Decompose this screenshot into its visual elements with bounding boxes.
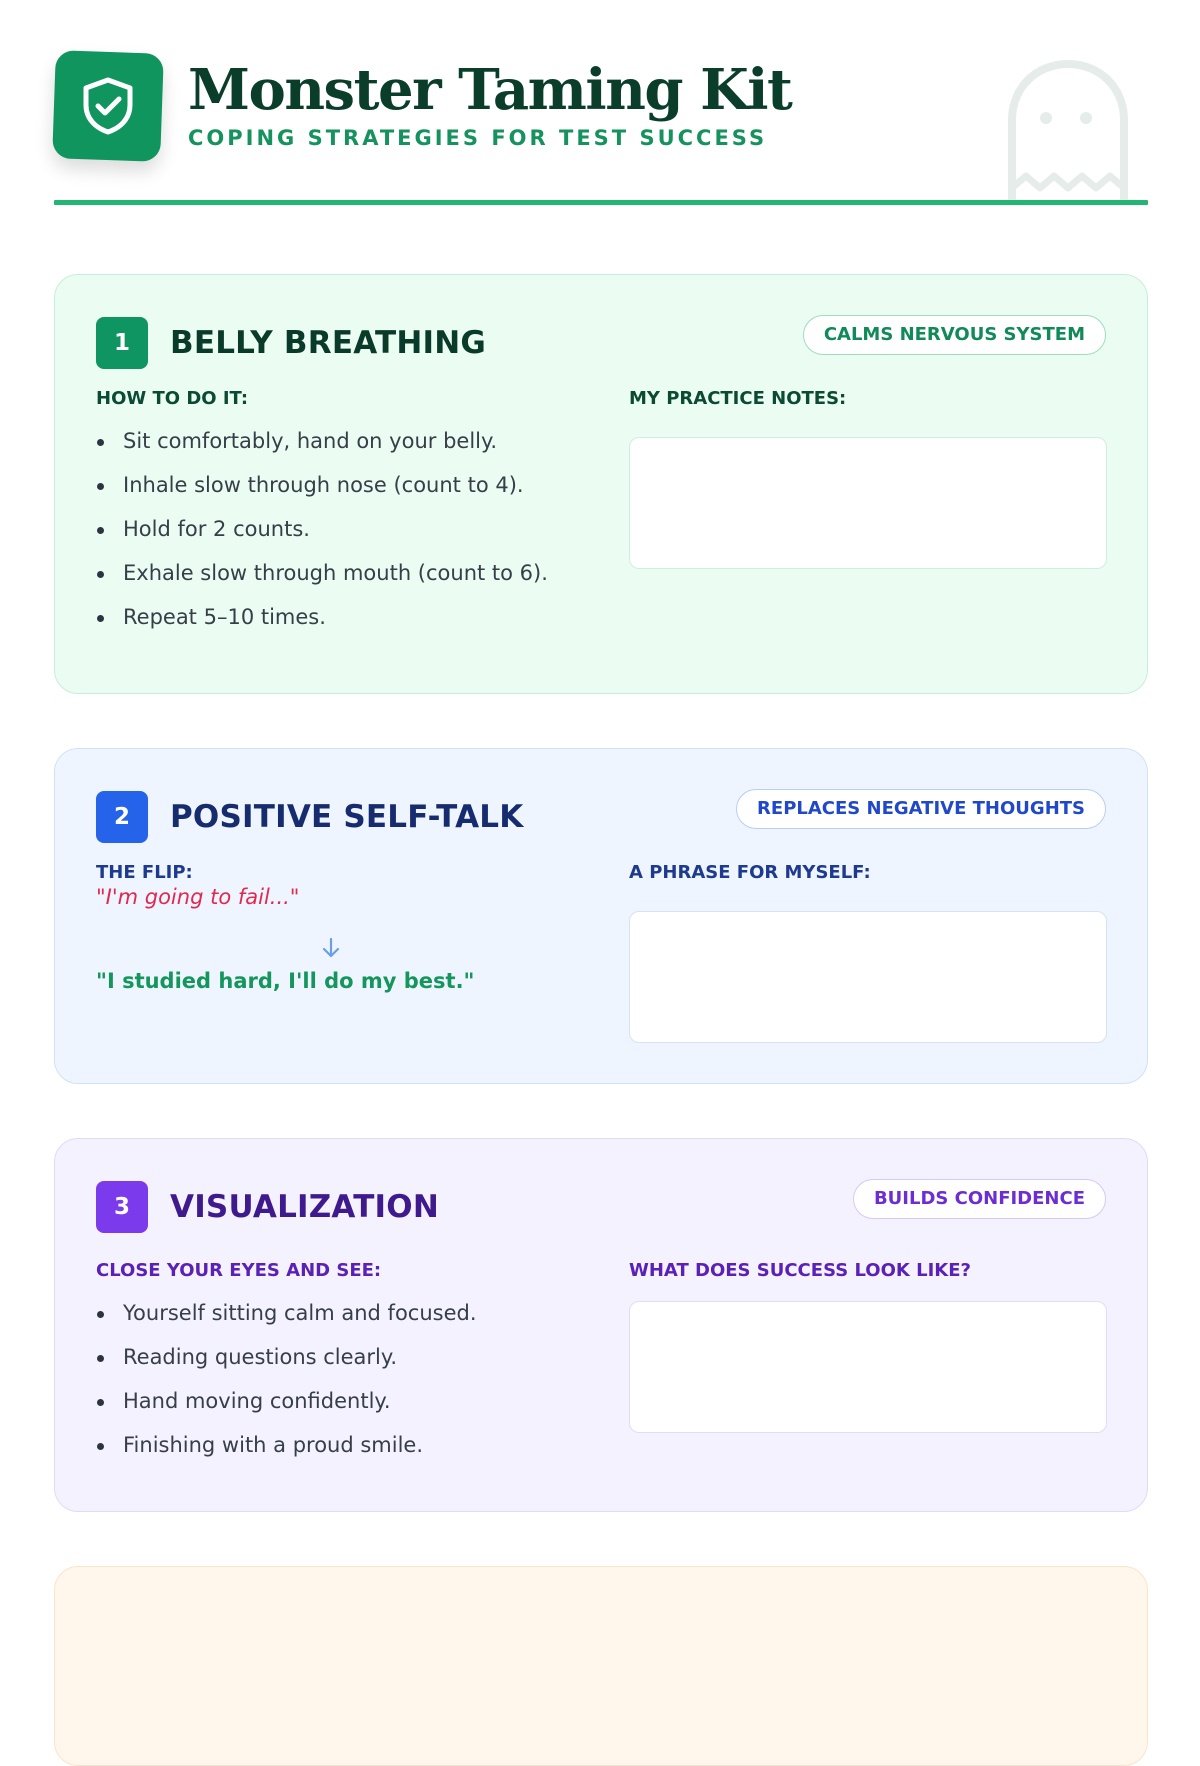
shield-check-icon — [79, 75, 137, 137]
list-item: Repeat 5–10 times. — [96, 603, 548, 631]
positive-thought: "I studied hard, I'll do my best." — [96, 969, 475, 993]
card-title: POSITIVE SELF-TALK — [170, 799, 524, 835]
arrow-down-icon — [321, 937, 341, 959]
notes-label: MY PRACTICE NOTES: — [629, 388, 847, 409]
list-item: Hold for 2 counts. — [96, 515, 548, 543]
list-item: Reading questions clearly. — [96, 1343, 477, 1371]
ghost-icon — [1008, 60, 1128, 204]
strategy-card-positive-self-talk — [54, 748, 1148, 1084]
card-title: VISUALIZATION — [170, 1189, 439, 1225]
flip-label: THE FLIP: — [96, 862, 193, 883]
step-number-badge: 2 — [96, 791, 148, 843]
logo-badge — [52, 50, 164, 162]
strategy-card-belly-breathing — [54, 274, 1148, 694]
benefit-tag: REPLACES NEGATIVE THOUGHTS — [736, 789, 1106, 829]
page-subtitle: COPING STRATEGIES FOR TEST SUCCESS — [188, 126, 768, 150]
card-title: BELLY BREATHING — [170, 325, 486, 361]
list-item: Finishing with a proud smile. — [96, 1431, 477, 1459]
list-item: Inhale slow through nose (count to 4). — [96, 471, 548, 499]
benefit-tag: CALMS NERVOUS SYSTEM — [803, 315, 1106, 355]
strategy-card-partial — [54, 1566, 1148, 1766]
instructions-label: HOW TO DO IT: — [96, 388, 249, 409]
page-title: Monster Taming Kit — [188, 57, 792, 123]
visualization-list — [96, 1299, 477, 1475]
practice-notes-field[interactable] — [629, 437, 1107, 569]
instruction-list — [96, 427, 548, 647]
list-item: Hand moving confidently. — [96, 1387, 477, 1415]
phrase-label: A PHRASE FOR MYSELF: — [629, 862, 871, 883]
list-item: Sit comfortably, hand on your belly. — [96, 427, 548, 455]
negative-thought: "I'm going to fail..." — [96, 885, 300, 909]
page-header — [54, 52, 1148, 210]
success-label: WHAT DOES SUCCESS LOOK LIKE? — [629, 1260, 971, 1281]
list-item: Yourself sitting calm and focused. — [96, 1299, 477, 1327]
list-item: Exhale slow through mouth (count to 6). — [96, 559, 548, 587]
strategy-card-visualization — [54, 1138, 1148, 1512]
benefit-tag: BUILDS CONFIDENCE — [853, 1179, 1106, 1219]
success-notes-field[interactable] — [629, 1301, 1107, 1433]
phrase-field[interactable] — [629, 911, 1107, 1043]
visualize-label: CLOSE YOUR EYES AND SEE: — [96, 1260, 382, 1281]
step-number-badge: 3 — [96, 1181, 148, 1233]
step-number-badge: 1 — [96, 317, 148, 369]
header-divider — [54, 200, 1148, 205]
